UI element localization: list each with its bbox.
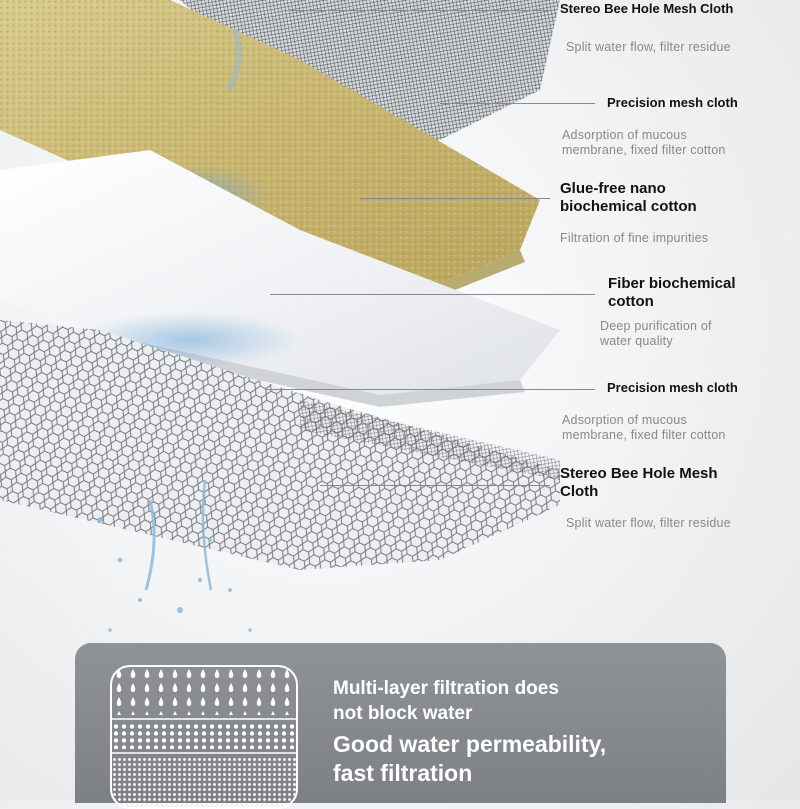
layer-4-desc-line-1: Deep purification of [600, 319, 712, 333]
leader-line-1 [290, 10, 550, 11]
layer-4-name-line-1: Fiber biochemical [608, 275, 736, 292]
layer-3-name-line-2: biochemical cotton [560, 198, 697, 215]
leader-line-5 [265, 389, 595, 390]
layer-4-desc [600, 319, 712, 349]
feature-permeability [333, 730, 606, 788]
feature-permeability-line-1: Good water permeability, [333, 731, 607, 757]
feature-multi-layer-line-1: Multi-layer filtration does [333, 678, 559, 699]
filter-layers-icon-svg [112, 667, 296, 807]
layer-1-name: Stereo Bee Hole Mesh Cloth [560, 1, 734, 16]
layer-2-desc [562, 128, 726, 158]
feature-multi-layer-line-2: not block water [333, 703, 473, 724]
layer-6-name-line-1: Stereo Bee Hole Mesh [560, 465, 718, 482]
leader-line-4 [270, 294, 595, 295]
leader-line-2 [440, 103, 595, 104]
layer-3-name [560, 180, 697, 216]
layer-3-name-line-1: Glue-free nano [560, 180, 666, 197]
layer-6-name [560, 465, 718, 501]
layer-2-name: Precision mesh cloth [607, 95, 738, 110]
leader-line-3 [360, 198, 550, 199]
feature-permeability-line-2: fast filtration [333, 760, 473, 786]
layer-5-desc-line-2: membrane, fixed filter cotton [562, 428, 726, 442]
layer-5-name: Precision mesh cloth [607, 380, 738, 395]
layer-4-name-line-2: cotton [608, 293, 654, 310]
filter-layers-icon [110, 665, 298, 809]
layer-2-desc-line-2: membrane, fixed filter cotton [562, 143, 726, 157]
layer-6-desc: Split water flow, filter residue [566, 516, 731, 530]
layer-2-desc-line-1: Adsorption of mucous [562, 128, 687, 142]
layer-5-desc [562, 413, 726, 443]
layer-4-name [608, 275, 736, 311]
layer-5-desc-line-1: Adsorption of mucous [562, 413, 687, 427]
leader-line-6 [320, 485, 550, 486]
layer-1-desc: Split water flow, filter residue [566, 40, 731, 54]
feature-multi-layer [333, 676, 559, 726]
layer-4-desc-line-2: water quality [600, 334, 673, 348]
layer-6-name-line-2: Cloth [560, 483, 599, 500]
layer-3-desc: Filtration of fine impurities [560, 231, 709, 245]
